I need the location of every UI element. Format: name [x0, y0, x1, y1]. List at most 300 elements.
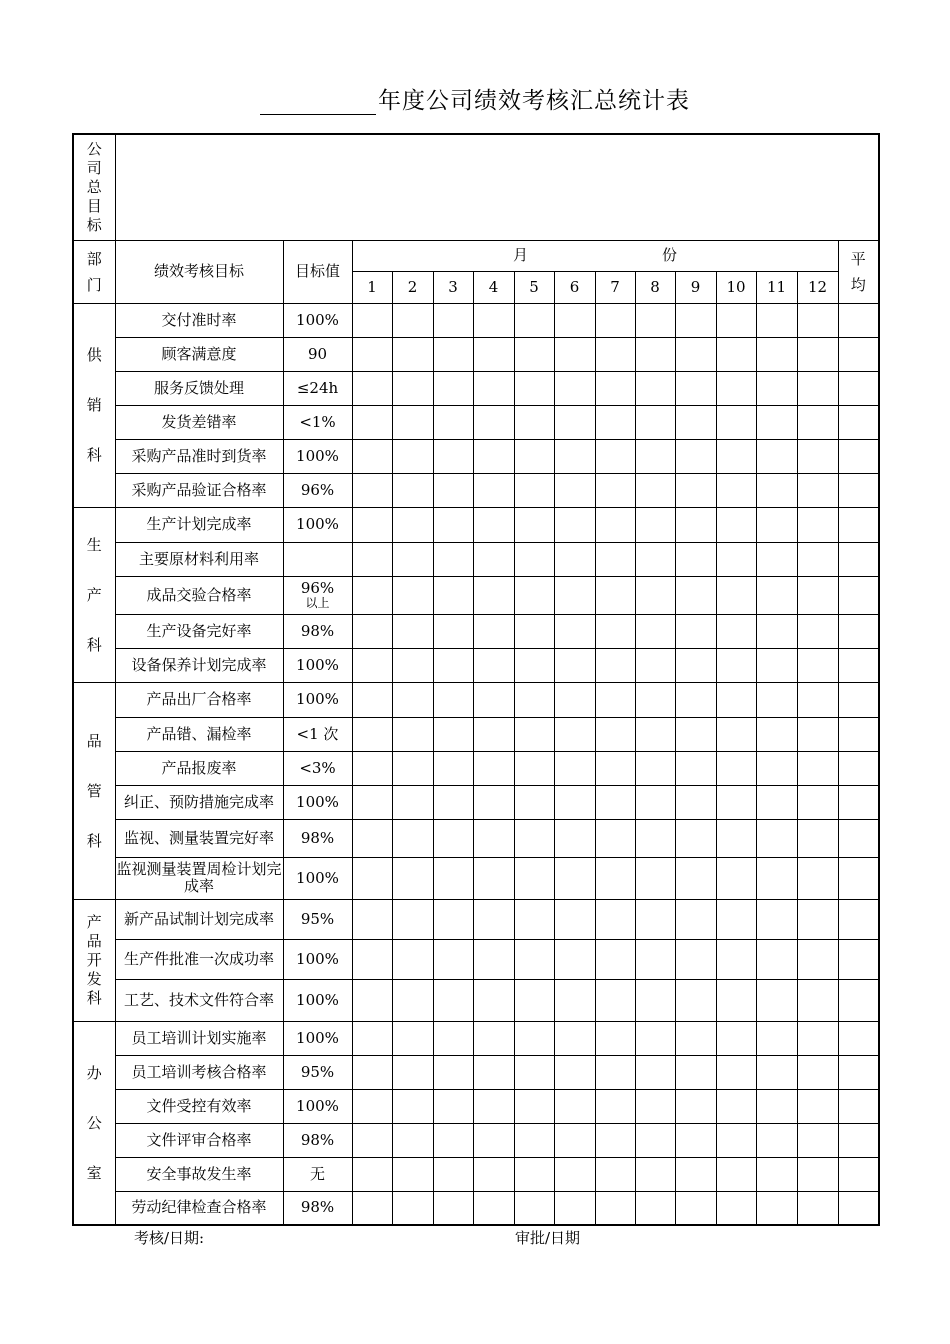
- month-value-cell[interactable]: [716, 1089, 756, 1123]
- month-value-cell[interactable]: [352, 717, 392, 751]
- month-value-cell[interactable]: [595, 1157, 635, 1191]
- month-value-cell[interactable]: [352, 1089, 392, 1123]
- month-value-cell[interactable]: [595, 751, 635, 785]
- month-value-cell[interactable]: [433, 751, 473, 785]
- average-value-cell[interactable]: [838, 473, 879, 507]
- month-value-cell[interactable]: [352, 1021, 392, 1055]
- month-value-cell[interactable]: [433, 899, 473, 939]
- year-blank[interactable]: [260, 90, 376, 115]
- month-value-cell[interactable]: [554, 1123, 595, 1157]
- month-value-cell[interactable]: [595, 717, 635, 751]
- month-value-cell[interactable]: [554, 682, 595, 717]
- month-value-cell[interactable]: [756, 405, 797, 439]
- average-value-cell[interactable]: [838, 405, 879, 439]
- month-value-cell[interactable]: [635, 1157, 675, 1191]
- month-value-cell[interactable]: [756, 1157, 797, 1191]
- month-value-cell[interactable]: [433, 303, 473, 337]
- average-value-cell[interactable]: [838, 899, 879, 939]
- month-value-cell[interactable]: [352, 337, 392, 371]
- month-value-cell[interactable]: [554, 1055, 595, 1089]
- month-value-cell[interactable]: [392, 1055, 433, 1089]
- month-value-cell[interactable]: [392, 899, 433, 939]
- month-value-cell[interactable]: [756, 337, 797, 371]
- month-value-cell[interactable]: [514, 1021, 554, 1055]
- month-value-cell[interactable]: [635, 939, 675, 979]
- month-value-cell[interactable]: [554, 337, 595, 371]
- month-value-cell[interactable]: [756, 576, 797, 614]
- month-value-cell[interactable]: [473, 751, 514, 785]
- month-value-cell[interactable]: [716, 979, 756, 1021]
- average-value-cell[interactable]: [838, 507, 879, 542]
- average-value-cell[interactable]: [838, 337, 879, 371]
- month-value-cell[interactable]: [554, 371, 595, 405]
- month-value-cell[interactable]: [595, 405, 635, 439]
- month-value-cell[interactable]: [595, 1089, 635, 1123]
- month-value-cell[interactable]: [716, 337, 756, 371]
- average-value-cell[interactable]: [838, 576, 879, 614]
- month-value-cell[interactable]: [473, 899, 514, 939]
- month-value-cell[interactable]: [595, 648, 635, 682]
- month-value-cell[interactable]: [756, 717, 797, 751]
- month-value-cell[interactable]: [392, 473, 433, 507]
- average-value-cell[interactable]: [838, 303, 879, 337]
- month-value-cell[interactable]: [716, 1157, 756, 1191]
- month-value-cell[interactable]: [595, 979, 635, 1021]
- month-value-cell[interactable]: [756, 439, 797, 473]
- month-value-cell[interactable]: [635, 819, 675, 857]
- month-value-cell[interactable]: [716, 1055, 756, 1089]
- month-value-cell[interactable]: [716, 1123, 756, 1157]
- month-value-cell[interactable]: [392, 507, 433, 542]
- month-value-cell[interactable]: [756, 614, 797, 648]
- month-value-cell[interactable]: [514, 614, 554, 648]
- month-value-cell[interactable]: [797, 648, 838, 682]
- month-value-cell[interactable]: [514, 751, 554, 785]
- month-value-cell[interactable]: [797, 371, 838, 405]
- month-value-cell[interactable]: [595, 1055, 635, 1089]
- month-value-cell[interactable]: [473, 1191, 514, 1225]
- month-value-cell[interactable]: [352, 371, 392, 405]
- month-value-cell[interactable]: [716, 405, 756, 439]
- month-value-cell[interactable]: [797, 473, 838, 507]
- month-value-cell[interactable]: [514, 1089, 554, 1123]
- month-value-cell[interactable]: [473, 1089, 514, 1123]
- month-value-cell[interactable]: [514, 1191, 554, 1225]
- month-value-cell[interactable]: [716, 785, 756, 819]
- month-value-cell[interactable]: [797, 785, 838, 819]
- month-value-cell[interactable]: [392, 648, 433, 682]
- month-value-cell[interactable]: [675, 1157, 716, 1191]
- month-value-cell[interactable]: [635, 648, 675, 682]
- month-value-cell[interactable]: [756, 682, 797, 717]
- month-value-cell[interactable]: [554, 1191, 595, 1225]
- month-value-cell[interactable]: [635, 979, 675, 1021]
- month-value-cell[interactable]: [595, 473, 635, 507]
- month-value-cell[interactable]: [352, 785, 392, 819]
- month-value-cell[interactable]: [797, 542, 838, 576]
- month-value-cell[interactable]: [675, 682, 716, 717]
- month-value-cell[interactable]: [554, 785, 595, 819]
- month-value-cell[interactable]: [797, 857, 838, 899]
- month-value-cell[interactable]: [352, 1157, 392, 1191]
- month-value-cell[interactable]: [554, 576, 595, 614]
- month-value-cell[interactable]: [433, 614, 473, 648]
- month-value-cell[interactable]: [392, 819, 433, 857]
- month-value-cell[interactable]: [433, 1089, 473, 1123]
- month-value-cell[interactable]: [595, 939, 635, 979]
- month-value-cell[interactable]: [352, 303, 392, 337]
- month-value-cell[interactable]: [635, 337, 675, 371]
- month-value-cell[interactable]: [635, 576, 675, 614]
- month-value-cell[interactable]: [756, 1089, 797, 1123]
- month-value-cell[interactable]: [716, 576, 756, 614]
- month-value-cell[interactable]: [756, 507, 797, 542]
- month-value-cell[interactable]: [756, 785, 797, 819]
- month-value-cell[interactable]: [473, 337, 514, 371]
- month-value-cell[interactable]: [675, 857, 716, 899]
- month-value-cell[interactable]: [797, 1123, 838, 1157]
- month-value-cell[interactable]: [595, 439, 635, 473]
- month-value-cell[interactable]: [352, 819, 392, 857]
- month-value-cell[interactable]: [554, 303, 595, 337]
- month-value-cell[interactable]: [392, 542, 433, 576]
- month-value-cell[interactable]: [554, 614, 595, 648]
- month-value-cell[interactable]: [716, 614, 756, 648]
- month-value-cell[interactable]: [554, 542, 595, 576]
- month-value-cell[interactable]: [473, 939, 514, 979]
- month-value-cell[interactable]: [554, 439, 595, 473]
- month-value-cell[interactable]: [675, 439, 716, 473]
- month-value-cell[interactable]: [716, 939, 756, 979]
- month-value-cell[interactable]: [675, 1021, 716, 1055]
- month-value-cell[interactable]: [797, 507, 838, 542]
- month-value-cell[interactable]: [392, 1021, 433, 1055]
- month-value-cell[interactable]: [473, 439, 514, 473]
- month-value-cell[interactable]: [675, 371, 716, 405]
- month-value-cell[interactable]: [595, 542, 635, 576]
- month-value-cell[interactable]: [392, 717, 433, 751]
- month-value-cell[interactable]: [392, 576, 433, 614]
- month-value-cell[interactable]: [554, 507, 595, 542]
- month-value-cell[interactable]: [675, 819, 716, 857]
- month-value-cell[interactable]: [675, 1089, 716, 1123]
- average-value-cell[interactable]: [838, 751, 879, 785]
- month-value-cell[interactable]: [756, 1055, 797, 1089]
- month-value-cell[interactable]: [433, 1123, 473, 1157]
- month-value-cell[interactable]: [352, 542, 392, 576]
- month-value-cell[interactable]: [433, 576, 473, 614]
- average-value-cell[interactable]: [838, 648, 879, 682]
- month-value-cell[interactable]: [392, 751, 433, 785]
- month-value-cell[interactable]: [433, 337, 473, 371]
- month-value-cell[interactable]: [352, 939, 392, 979]
- month-value-cell[interactable]: [797, 303, 838, 337]
- month-value-cell[interactable]: [716, 819, 756, 857]
- month-value-cell[interactable]: [473, 371, 514, 405]
- month-value-cell[interactable]: [675, 337, 716, 371]
- month-value-cell[interactable]: [797, 1191, 838, 1225]
- month-value-cell[interactable]: [473, 785, 514, 819]
- average-value-cell[interactable]: [838, 682, 879, 717]
- month-value-cell[interactable]: [392, 979, 433, 1021]
- month-value-cell[interactable]: [473, 819, 514, 857]
- month-value-cell[interactable]: [514, 576, 554, 614]
- month-value-cell[interactable]: [514, 439, 554, 473]
- month-value-cell[interactable]: [675, 899, 716, 939]
- month-value-cell[interactable]: [433, 507, 473, 542]
- month-value-cell[interactable]: [392, 405, 433, 439]
- month-value-cell[interactable]: [595, 899, 635, 939]
- month-value-cell[interactable]: [756, 751, 797, 785]
- average-value-cell[interactable]: [838, 1123, 879, 1157]
- month-value-cell[interactable]: [392, 337, 433, 371]
- month-value-cell[interactable]: [392, 303, 433, 337]
- average-value-cell[interactable]: [838, 785, 879, 819]
- month-value-cell[interactable]: [797, 439, 838, 473]
- month-value-cell[interactable]: [635, 857, 675, 899]
- month-value-cell[interactable]: [514, 979, 554, 1021]
- month-value-cell[interactable]: [797, 751, 838, 785]
- average-value-cell[interactable]: [838, 717, 879, 751]
- month-value-cell[interactable]: [675, 1123, 716, 1157]
- month-value-cell[interactable]: [635, 1123, 675, 1157]
- month-value-cell[interactable]: [473, 1021, 514, 1055]
- month-value-cell[interactable]: [595, 819, 635, 857]
- average-value-cell[interactable]: [838, 371, 879, 405]
- month-value-cell[interactable]: [352, 507, 392, 542]
- month-value-cell[interactable]: [756, 939, 797, 979]
- month-value-cell[interactable]: [635, 405, 675, 439]
- month-value-cell[interactable]: [433, 1055, 473, 1089]
- month-value-cell[interactable]: [392, 785, 433, 819]
- month-value-cell[interactable]: [473, 648, 514, 682]
- month-value-cell[interactable]: [514, 819, 554, 857]
- month-value-cell[interactable]: [716, 857, 756, 899]
- month-value-cell[interactable]: [514, 648, 554, 682]
- month-value-cell[interactable]: [675, 785, 716, 819]
- month-value-cell[interactable]: [433, 542, 473, 576]
- month-value-cell[interactable]: [797, 405, 838, 439]
- month-value-cell[interactable]: [473, 1123, 514, 1157]
- month-value-cell[interactable]: [675, 648, 716, 682]
- month-value-cell[interactable]: [635, 473, 675, 507]
- month-value-cell[interactable]: [797, 1055, 838, 1089]
- month-value-cell[interactable]: [473, 542, 514, 576]
- month-value-cell[interactable]: [473, 717, 514, 751]
- month-value-cell[interactable]: [797, 614, 838, 648]
- month-value-cell[interactable]: [392, 1157, 433, 1191]
- month-value-cell[interactable]: [675, 1191, 716, 1225]
- average-value-cell[interactable]: [838, 857, 879, 899]
- month-value-cell[interactable]: [595, 337, 635, 371]
- month-value-cell[interactable]: [595, 507, 635, 542]
- month-value-cell[interactable]: [716, 648, 756, 682]
- month-value-cell[interactable]: [514, 542, 554, 576]
- month-value-cell[interactable]: [352, 405, 392, 439]
- month-value-cell[interactable]: [514, 1055, 554, 1089]
- month-value-cell[interactable]: [392, 1191, 433, 1225]
- average-value-cell[interactable]: [838, 939, 879, 979]
- month-value-cell[interactable]: [554, 1157, 595, 1191]
- month-value-cell[interactable]: [473, 405, 514, 439]
- month-value-cell[interactable]: [514, 682, 554, 717]
- month-value-cell[interactable]: [554, 1021, 595, 1055]
- month-value-cell[interactable]: [473, 576, 514, 614]
- month-value-cell[interactable]: [595, 303, 635, 337]
- month-value-cell[interactable]: [635, 371, 675, 405]
- month-value-cell[interactable]: [433, 1021, 473, 1055]
- month-value-cell[interactable]: [635, 899, 675, 939]
- month-value-cell[interactable]: [433, 979, 473, 1021]
- month-value-cell[interactable]: [756, 303, 797, 337]
- month-value-cell[interactable]: [675, 473, 716, 507]
- month-value-cell[interactable]: [514, 899, 554, 939]
- average-value-cell[interactable]: [838, 1157, 879, 1191]
- month-value-cell[interactable]: [352, 439, 392, 473]
- month-value-cell[interactable]: [473, 979, 514, 1021]
- month-value-cell[interactable]: [797, 1021, 838, 1055]
- month-value-cell[interactable]: [433, 717, 473, 751]
- month-value-cell[interactable]: [716, 473, 756, 507]
- month-value-cell[interactable]: [716, 371, 756, 405]
- month-value-cell[interactable]: [595, 785, 635, 819]
- month-value-cell[interactable]: [514, 337, 554, 371]
- month-value-cell[interactable]: [554, 857, 595, 899]
- month-value-cell[interactable]: [352, 648, 392, 682]
- month-value-cell[interactable]: [716, 1021, 756, 1055]
- month-value-cell[interactable]: [797, 899, 838, 939]
- month-value-cell[interactable]: [756, 899, 797, 939]
- month-value-cell[interactable]: [595, 1021, 635, 1055]
- month-value-cell[interactable]: [635, 717, 675, 751]
- month-value-cell[interactable]: [433, 819, 473, 857]
- month-value-cell[interactable]: [675, 751, 716, 785]
- average-value-cell[interactable]: [838, 1021, 879, 1055]
- month-value-cell[interactable]: [392, 1123, 433, 1157]
- month-value-cell[interactable]: [473, 1055, 514, 1089]
- average-value-cell[interactable]: [838, 979, 879, 1021]
- month-value-cell[interactable]: [433, 405, 473, 439]
- month-value-cell[interactable]: [635, 1055, 675, 1089]
- month-value-cell[interactable]: [352, 899, 392, 939]
- month-value-cell[interactable]: [756, 1021, 797, 1055]
- month-value-cell[interactable]: [554, 819, 595, 857]
- month-value-cell[interactable]: [675, 405, 716, 439]
- month-value-cell[interactable]: [433, 682, 473, 717]
- month-value-cell[interactable]: [392, 1089, 433, 1123]
- month-value-cell[interactable]: [554, 899, 595, 939]
- month-value-cell[interactable]: [635, 1191, 675, 1225]
- month-value-cell[interactable]: [797, 717, 838, 751]
- month-value-cell[interactable]: [554, 648, 595, 682]
- company-goal-value[interactable]: [115, 134, 879, 240]
- month-value-cell[interactable]: [635, 614, 675, 648]
- month-value-cell[interactable]: [635, 507, 675, 542]
- month-value-cell[interactable]: [554, 473, 595, 507]
- month-value-cell[interactable]: [433, 785, 473, 819]
- month-value-cell[interactable]: [716, 717, 756, 751]
- month-value-cell[interactable]: [756, 648, 797, 682]
- month-value-cell[interactable]: [797, 1157, 838, 1191]
- month-value-cell[interactable]: [433, 648, 473, 682]
- month-value-cell[interactable]: [756, 473, 797, 507]
- month-value-cell[interactable]: [433, 1157, 473, 1191]
- month-value-cell[interactable]: [352, 751, 392, 785]
- month-value-cell[interactable]: [797, 819, 838, 857]
- month-value-cell[interactable]: [675, 542, 716, 576]
- month-value-cell[interactable]: [756, 1191, 797, 1225]
- month-value-cell[interactable]: [554, 751, 595, 785]
- month-value-cell[interactable]: [595, 682, 635, 717]
- month-value-cell[interactable]: [352, 682, 392, 717]
- month-value-cell[interactable]: [716, 1191, 756, 1225]
- month-value-cell[interactable]: [514, 857, 554, 899]
- month-value-cell[interactable]: [392, 682, 433, 717]
- month-value-cell[interactable]: [433, 439, 473, 473]
- month-value-cell[interactable]: [756, 371, 797, 405]
- month-value-cell[interactable]: [514, 507, 554, 542]
- month-value-cell[interactable]: [352, 857, 392, 899]
- month-value-cell[interactable]: [473, 614, 514, 648]
- month-value-cell[interactable]: [392, 614, 433, 648]
- month-value-cell[interactable]: [635, 751, 675, 785]
- month-value-cell[interactable]: [554, 405, 595, 439]
- month-value-cell[interactable]: [797, 682, 838, 717]
- month-value-cell[interactable]: [595, 1123, 635, 1157]
- month-value-cell[interactable]: [473, 857, 514, 899]
- month-value-cell[interactable]: [716, 303, 756, 337]
- month-value-cell[interactable]: [716, 507, 756, 542]
- month-value-cell[interactable]: [392, 857, 433, 899]
- month-value-cell[interactable]: [433, 857, 473, 899]
- month-value-cell[interactable]: [433, 371, 473, 405]
- month-value-cell[interactable]: [473, 473, 514, 507]
- month-value-cell[interactable]: [514, 1157, 554, 1191]
- average-value-cell[interactable]: [838, 1191, 879, 1225]
- month-value-cell[interactable]: [635, 1089, 675, 1123]
- month-value-cell[interactable]: [675, 614, 716, 648]
- month-value-cell[interactable]: [675, 1055, 716, 1089]
- month-value-cell[interactable]: [473, 507, 514, 542]
- month-value-cell[interactable]: [635, 682, 675, 717]
- month-value-cell[interactable]: [473, 1157, 514, 1191]
- month-value-cell[interactable]: [352, 473, 392, 507]
- month-value-cell[interactable]: [352, 979, 392, 1021]
- month-value-cell[interactable]: [352, 1055, 392, 1089]
- month-value-cell[interactable]: [756, 857, 797, 899]
- month-value-cell[interactable]: [756, 542, 797, 576]
- month-value-cell[interactable]: [675, 979, 716, 1021]
- average-value-cell[interactable]: [838, 819, 879, 857]
- month-value-cell[interactable]: [635, 1021, 675, 1055]
- month-value-cell[interactable]: [675, 939, 716, 979]
- month-value-cell[interactable]: [514, 303, 554, 337]
- month-value-cell[interactable]: [716, 682, 756, 717]
- month-value-cell[interactable]: [595, 1191, 635, 1225]
- month-value-cell[interactable]: [675, 507, 716, 542]
- month-value-cell[interactable]: [514, 785, 554, 819]
- month-value-cell[interactable]: [514, 371, 554, 405]
- month-value-cell[interactable]: [635, 439, 675, 473]
- month-value-cell[interactable]: [392, 939, 433, 979]
- month-value-cell[interactable]: [514, 405, 554, 439]
- month-value-cell[interactable]: [595, 614, 635, 648]
- average-value-cell[interactable]: [838, 614, 879, 648]
- month-value-cell[interactable]: [716, 899, 756, 939]
- month-value-cell[interactable]: [433, 473, 473, 507]
- month-value-cell[interactable]: [716, 542, 756, 576]
- month-value-cell[interactable]: [595, 576, 635, 614]
